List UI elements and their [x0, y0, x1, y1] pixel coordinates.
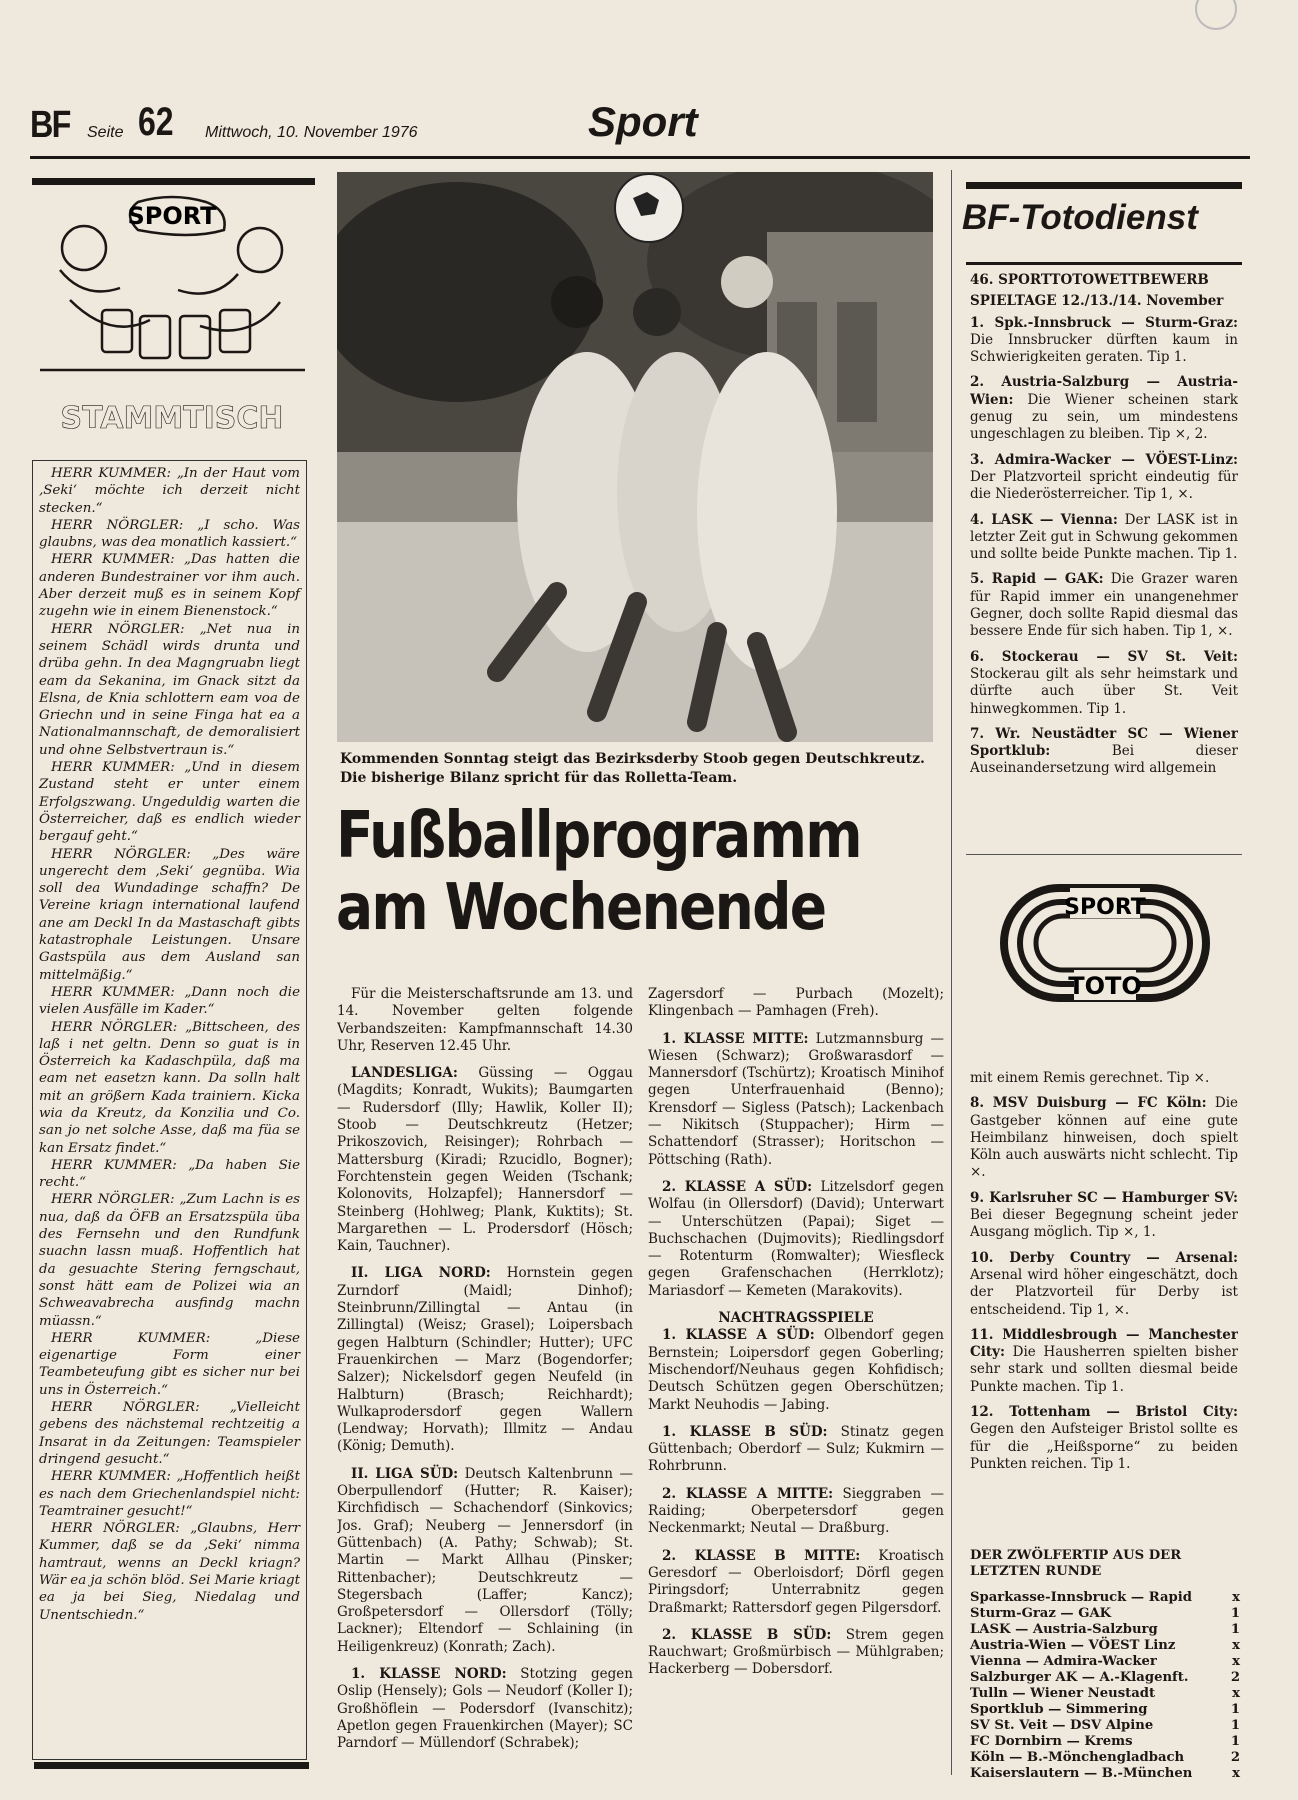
toto-prediction: 11. Middlesbrough — Manchester City: Die Hausherren spielten bisher sehr stark und sollten diesmal beide Punkte machen. Tip 1. [970, 1326, 1238, 1395]
dialogue-line: HERR NÖRGLER: „Net nua in seinem Schädl wirds drunta und drüba gehn. In dea Magngruabn liegt eam da Sekanina, im Gnack sitzt da Elsna, de Knia schlottern eam voa de Griechn und in seine Finga hat ea a Nationalmannschaft, de demoralisiert und ohne Selbstvertraun is.“ [39, 621, 300, 758]
sport-toto-logo [1000, 884, 1210, 1002]
article-column-1 [337, 986, 633, 1776]
toto-title: BF-Totodienst [962, 198, 1198, 237]
tip-match: Austria-Wien — VÖEST Linz [970, 1638, 1176, 1653]
tip-result: x [1232, 1638, 1240, 1653]
toto-prediction: 6. Stockerau — SV St. Veit: Stockerau gilt als sehr heimstark und dürfte auch über St. Veit hinwegkommen. Tip 1. [970, 648, 1238, 717]
header-rule [30, 156, 1250, 159]
dialogue-line: HERR NÖRGLER: „Vielleicht gebens des nächstemal rechtzeitig a Insarat in da Zeitungen: Teamspieler dringend gesucht.“ [39, 1400, 300, 1467]
tip-result: 2 [1230, 1750, 1240, 1765]
cartoon-bottom-word: STAMMTISCH [60, 401, 284, 436]
toto-heading-2: SPIELTAGE 12./13./14. November [970, 293, 1224, 310]
tip-row [970, 1638, 1240, 1654]
tip-row [970, 1654, 1240, 1670]
tip-match: LASK — Austria-Salzburg [970, 1622, 1158, 1637]
tip-match: Sparkasse-Innsbruck — Rapid [970, 1590, 1192, 1605]
logo-word-top: SPORT [1064, 895, 1146, 920]
column-bar-left [32, 178, 315, 185]
tip-result: 1 [1230, 1622, 1240, 1637]
tip-match: Tulln — Wiener Neustadt [970, 1686, 1156, 1701]
tip-row [970, 1606, 1240, 1622]
article-paragraph: II. LIGA SÜD: Deutsch Kaltenbrunn — Oberpullendorf (Hutter; R. Kaiser); Kirchfidisch — Schachendorf (Sinkovics; Jos. Graf); Neuberg — Jennersdorf (in Güttenbach) (A. Pathy; Schwab); St. Martin — Markt Allhau (Pinsker; Rittenbacher); Deutschkreutz — Stegersbach (Laffer; Kancz); Großpetersdorf — Ollersdorf (Tölly; Lackner); Eltendorf — Schlaining (in Heiligenkreuz) (Konrath; Zach). [337, 1465, 633, 1655]
toto-divider [966, 854, 1242, 855]
article-intro: Für die Meisterschaftsrunde am 13. und 14. November gelten folgende Verbandszeiten: Kampfmannschaft 14.30 Uhr, Reserven 12.45 Uhr. [337, 986, 633, 1054]
tip-result: x [1232, 1590, 1240, 1605]
tip-match: Kaiserslautern — B.-München [970, 1766, 1193, 1781]
tip-match: Sturm-Graz — GAK [970, 1606, 1112, 1621]
tip-row [970, 1734, 1240, 1750]
article-paragraph: 1. KLASSE NORD: Stotzing gegen Oslip (Hensely); Gols — Neudorf (Koller I); Großhöflein — Podersdorf (Ivanschitz); Apetlon gegen Frauenkirchen (Mayer); SC Parndorf — Müllendorf (Schrabek); [337, 1665, 633, 1752]
dialogue-line: HERR NÖRGLER: „I scho. Was glaubns, was dea monatlich kassiert.“ [39, 517, 300, 551]
tip-result: x [1232, 1686, 1240, 1701]
dialogue-line: HERR KUMMER: „In der Haut vom ‚Seki‘ möchte ich derzeit nicht stecken.“ [39, 466, 300, 516]
page-number: 62 [138, 100, 174, 144]
tip-row [970, 1702, 1240, 1718]
cartoon-top-word: SPORT [127, 202, 217, 230]
toto-prediction: 12. Tottenham — Bristol City: Gegen den Aufsteiger Bristol sollte es für die „Heißsporne“ zu beiden Punkten reichen. Tip 1. [970, 1404, 1238, 1472]
toto-prediction: 10. Derby Country — Arsenal: Arsenal wird höher eingeschätzt, doch der Platzvorteil für Derby ist entscheidend. Tip 1, ×. [970, 1249, 1238, 1318]
column-bar-right [966, 182, 1242, 189]
headline-line-2: am Wochenende [336, 871, 826, 945]
photo-caption: Kommenden Sonntag steigt das Bezirksderby Stoob gegen Deutschkreutz. Die bisherige Bilanz spricht für das Rolletta-Team. [340, 751, 925, 786]
article-paragraph: 2. KLASSE B MITTE: Kroatisch Geresdorf — Oberloisdorf; Dörfl gegen Piringsdorf; Unterrabnitz gegen Draßmarkt; Rattersdorf gegen Pilgersdorf. [648, 1547, 944, 1616]
toto-column-bottom [970, 1070, 1238, 1540]
subheading-nachtragsspiele: NACHTRAGSSPIELE [718, 1310, 874, 1327]
tip-row [970, 1750, 1240, 1766]
tip-row [970, 1590, 1240, 1606]
article-paragraph: 2. KLASSE A MITTE: Sieggraben — Raiding; Oberpetersdorf gegen Neckenmarkt; Neutal — Draßburg. [648, 1485, 944, 1537]
zwoelfertip-title: DER ZWÖLFERTIP AUS DER LETZTEN RUNDE [970, 1548, 1182, 1579]
article-paragraph: II. LIGA NORD: Hornstein gegen Zurndorf (Maidl; Dinhof); Steinbrunn/Zillingtal — Antau (in Zillingtal) (Weisz; Grasel); Loipersbach gegen Halbturn (Schindler; Hutter); UFC Frauenkirchen — Marz (Bogendorfer; Salzer); Nickelsdorf gegen Neufeld (in Halbturn) (Brasch; Reichhardt); Wulkaprodersdorf gegen Wallern (Lendway; Horvath); Illmitz — Andau (König; Demuth). [337, 1265, 633, 1455]
dialogue-line: HERR KUMMER: „Da haben Sie recht.“ [39, 1157, 300, 1191]
tip-row [970, 1622, 1240, 1638]
tip-result: 1 [1230, 1702, 1240, 1717]
tip-match: Köln — B.-Mönchengladbach [970, 1750, 1185, 1765]
zwoelfertip-table [970, 1548, 1240, 1782]
tip-result: x [1232, 1766, 1240, 1781]
dialogue-line: HERR NÖRGLER: „Bittscheen, des laß i net geltn. Denn so guat is in Österreich ka Kadaschpüla, daß ma eam net easetzn kann. Da solln halt mit an größern Kada trainiern. Kicka wia da Kreutz, da Konzilia und Co. san jo net solche Asse, daß ma füa se kan Ersatz findet.“ [39, 1019, 300, 1156]
tip-match: FC Dornbirn — Krems [970, 1734, 1133, 1749]
dialogue-line: HERR KUMMER: „Und in diesem Zustand steht er unter einem Erfolgszwang. Ungeduldig warten die Österreicher, daß es endlich wieder bergauf geht.“ [39, 760, 300, 845]
page-label: Seite [87, 124, 124, 141]
column-bar-left-bottom [34, 1762, 309, 1769]
tip-result: 2 [1230, 1670, 1240, 1685]
stammtisch-cartoon [30, 190, 315, 450]
tip-row [970, 1766, 1240, 1782]
headline-line-1: Fußballprogramm [336, 799, 861, 873]
masthead-logo: BF [30, 104, 70, 146]
article-paragraph: 2. KLASSE B SÜD: Strem gegen Rauchwart; Großmürbisch — Mühlgraben; Hackerberg — Dobersdorf. [648, 1626, 944, 1678]
dialogue-line: HERR KUMMER: „Das hatten die anderen Bundestrainer vor ihm auch. Aber derzeit muß es in seinem Kopf zugehn wie in einem Bienenstock.“ [39, 552, 300, 620]
dialogue-line: HERR KUMMER: „Hoffentlich heißt es nach dem Griechenlandspiel nicht: Teamtrainer gesucht!“ [39, 1469, 300, 1519]
article-paragraph: 1. KLASSE A SÜD: Olbendorf gegen Bernstein; Loipersdorf gegen Goberling; Mischendorf/Neuhaus gegen Kohfidisch; Deutsch Schützen gegen Oberschützen; Markt Neuhodis — Jabing. [648, 1327, 944, 1413]
article-paragraph: 2. KLASSE A SÜD: Litzelsdorf gegen Wolfau (in Ollersdorf) (David); Unterwart — Unterschützen (Papai); Siget — Buchschachen (Dujmovits); Riedlingsdorf — Rotenturm (Romwalter); Wiesfleck gegen Grafenschachen (Herrklotz); Mariasdorf — Kemeten (Marakovits). [648, 1178, 944, 1299]
dialogue-line: HERR KUMMER: „Dann noch die vielen Ausfälle im Kader.“ [39, 984, 300, 1018]
toto-prediction: 8. MSV Duisburg — FC Köln: Die Gastgeber können auf eine gute Heimbilanz hinweisen, doch spielt Köln auch auswärts nicht schlecht. Tip ×. [970, 1095, 1238, 1181]
article-paragraph: LANDESLIGA: Güssing — Oggau (Magdits; Konradt, Wukits); Baumgarten — Rudersdorf (Illy; Hawlik, Koller II); Stoob — Deutschkreutz (Hetzer; Prikoszovich, Reisinger); Rohrbach — Mattersburg (Kiradi; Rzucidlo, Bogner); Forchtenstein gegen Weiden (Tschank; Kolonovits, Holzapfel); Hannersdorf — Steinberg (Hohlweg; Plank, Kuktits); St. Margarethen — L. Prodersdorf (Hösch; Kain, Tauchner). [337, 1065, 633, 1255]
tip-match: Salzburger AK — A.-Klagenft. [970, 1670, 1189, 1685]
toto-prediction: 5. Rapid — GAK: Die Grazer waren für Rapid immer ein unangenehmer Gegner, doch sollte Rapid diesmal das bessere Ende für sich haben. Tip 1, ×. [970, 571, 1238, 640]
dialogue-line: HERR NÖRGLER: „Des wäre ungerecht dem ‚Seki‘ gegnüba. Wia soll dea Wundadinge schaffn? De Vereine kriagn international laufend ane am Deckl In da Mastaschaft gibts katastrophale Leistungen. Unsare Gastspüla aus dem Ausland san mittelmäßig.“ [39, 846, 300, 983]
toto-prediction: 3. Admira-Wacker — VÖEST-Linz: Der Platzvorteil spricht eindeutig für die Niederösterreicher. Tip 1, ×. [970, 451, 1238, 503]
toto-prediction: 7. Wr. Neustädter SC — Wiener Sportklub: Bei dieser Auseinandersetzung wird allgemein [970, 725, 1238, 777]
toto-rule [966, 262, 1242, 265]
tip-match: Vienna — Admira-Wacker [970, 1654, 1157, 1669]
article-paragraph: 1. KLASSE MITTE: Lutzmannsburg — Wiesen (Schwarz); Großwarasdorf — Mannersdorf (Tschürtz); Kroatisch Minihof gegen Unterfrauenhaid (Benno); Krensdorf — Sigless (Patsch); Lackenbach — Nikitsch (Stuppacher); Hirm — Schattendorf (Strasser); Horitschon — Pöttsching (Rath). [648, 1030, 944, 1168]
punch-hole [1195, 0, 1237, 30]
toto-prediction: 1. Spk.-Innsbruck — Sturm-Graz: Die Innsbrucker dürften kaum in Schwierigkeiten geraten. Tip 1. [970, 314, 1238, 366]
stammtisch-dialogue [32, 460, 307, 1760]
tip-result: 1 [1230, 1606, 1240, 1621]
toto-prediction: 2. Austria-Salzburg — Austria-Wien: Die Wiener scheinen stark genug zu sein, um mindestens ungeschlagen zu bleiben. Tip ×, 2. [970, 374, 1238, 443]
football-photo [337, 172, 933, 742]
toto-prediction: 4. LASK — Vienna: Der LASK ist in letzter Zeit gut in Schwung gekommen und sollte beide Punkte machen. Tip 1. [970, 511, 1238, 563]
tip-result: 1 [1230, 1718, 1240, 1733]
toto-column-top [970, 272, 1238, 832]
tip-match: SV St. Veit — DSV Alpine [970, 1718, 1154, 1733]
section-title: Sport [588, 98, 698, 145]
column-divider [951, 170, 952, 1775]
tip-result: 1 [1230, 1734, 1240, 1749]
toto-heading-1: 46. SPORTTOTOWETTBEWERB [970, 272, 1209, 288]
dialogue-line: HERR NÖRGLER: „Glaubns, Herr Kummer, daß se da ‚Seki‘ nimma hamtraut, wenns an Deckl kriagn? Wär ea ja schön blöd. Sei Marie kriagt ea ja bei Sieg, Niedalag und Unentschiedn.“ [39, 1521, 300, 1623]
toto-prediction: 9. Karlsruher SC — Hamburger SV: Bei dieser Begegnung scheint jeder Ausgang möglich. Tip ×, 1. [970, 1189, 1238, 1241]
tip-match: Sportklub — Simmering [970, 1702, 1148, 1717]
article-paragraph: Zagersdorf — Purbach (Mozelt); Klingenbach — Pamhagen (Freh). [648, 986, 944, 1020]
article-column-2 [648, 986, 944, 1776]
tip-row [970, 1686, 1240, 1702]
article-paragraph: 1. KLASSE B SÜD: Stinatz gegen Güttenbach; Oberdorf — Sulz; Kukmirn — Rohrbrunn. [648, 1423, 944, 1475]
dialogue-line: HERR NÖRGLER: „Zum Lachn is es nua, daß da ÖFB an Ersatzspüla üba des Fernsehn und den Rundfunk suachn lassn muaß. Hoffentlich hat da gesuachte Stering ferngschaut, sonst hätt eam de Polizei wia an Schweavabrecha ausfindg machn müassn.“ [39, 1192, 300, 1329]
tip-result: x [1232, 1654, 1240, 1669]
dialogue-line: HERR KUMMER: „Diese eigenartige Form einer Teambeteufung gibt es sicher nur bei uns in Österreich.“ [39, 1330, 300, 1398]
issue-date: Mittwoch, 10. November 1976 [205, 124, 418, 141]
article-headline [336, 799, 861, 945]
tip-row [970, 1670, 1240, 1686]
tip-row [970, 1718, 1240, 1734]
logo-word-bottom: TOTO [1068, 972, 1142, 1000]
toto-continuation: mit einem Remis gerechnet. Tip ×. [970, 1070, 1210, 1086]
